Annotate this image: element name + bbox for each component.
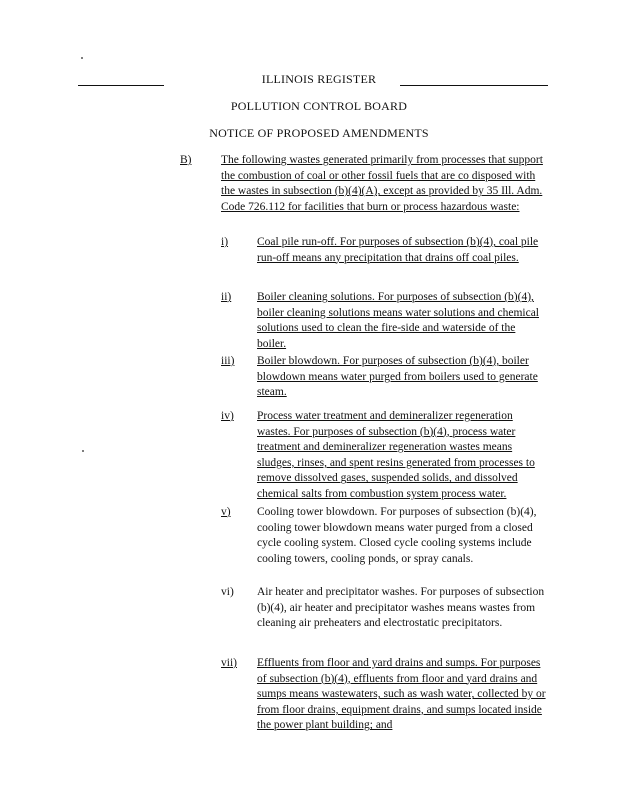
notice-title: NOTICE OF PROPOSED AMENDMENTS	[209, 126, 429, 140]
scan-speck	[82, 450, 84, 452]
item-label-iv: iv)	[221, 410, 234, 422]
item-text-iii: Boiler blowdown. For purposes of subsection (b)(4), boiler blowdown means water purged from boilers used to generate steam.	[257, 355, 538, 399]
item-text-vii: Effluents from floor and yard drains and sumps. For purposes of subsection (b)(4), effluents from floor and yard drains and sumps means wastewaters, such as wash water, collected by or from floor drains, equipment drains, and sumps located inside the power plant building; and	[257, 657, 546, 732]
item-text-ii: Boiler cleaning solutions. For purposes of subsection (b)(4), boiler cleaning solutions means water solutions and chemical solutions used to clean the fire-side and waterside of the boiler.	[257, 291, 539, 350]
item-text-iv: Process water treatment and demineralizer regeneration wastes. For purposes of subsection (b)(4), process water treatment and demineralizer regeneration wastes means sludges, rinses, and spent resins generated from processes to remove dissolved gases, suspended solids, and dissolved chemical salts from combustion system process water.	[257, 410, 535, 500]
item-text-v: Cooling tower blowdown. For purposes of subsection (b)(4), cooling tower blowdown means water purged from a closed cycle cooling system. Closed cycle cooling systems include cooling towers, cooling ponds, or spray canals.	[257, 506, 537, 565]
item-label-vi: vi)	[221, 586, 234, 598]
item-text-i: Coal pile run-off. For purposes of subsection (b)(4), coal pile run-off means any precipitation that drains off coal piles.	[257, 236, 539, 264]
item-label-ii: ii)	[221, 291, 232, 303]
section-label: B)	[180, 154, 192, 166]
board-title: POLLUTION CONTROL BOARD	[230, 99, 408, 113]
item-label-i: i)	[221, 236, 229, 248]
section-text: The following wastes generated primarily from processes that support the combustion of coal or other fossil fuels that are co disposed with the wastes in subsection (b)(4)(A), except as provided by 35 Ill. Adm. Code 726.112 for facilities that burn or process hazardous waste:	[221, 154, 543, 213]
register-title: ILLINOIS REGISTER	[261, 72, 377, 86]
item-label-vii: vii)	[221, 657, 237, 669]
scan-speck	[81, 57, 83, 59]
item-label-v: v)	[221, 506, 231, 518]
item-label-iii: iii)	[221, 355, 235, 367]
item-text-vi: Air heater and precipitator washes. For purposes of subsection (b)(4), air heater and precipitator washes means wastes from cleaning air preheaters and electrostatic precipitators.	[257, 586, 545, 630]
